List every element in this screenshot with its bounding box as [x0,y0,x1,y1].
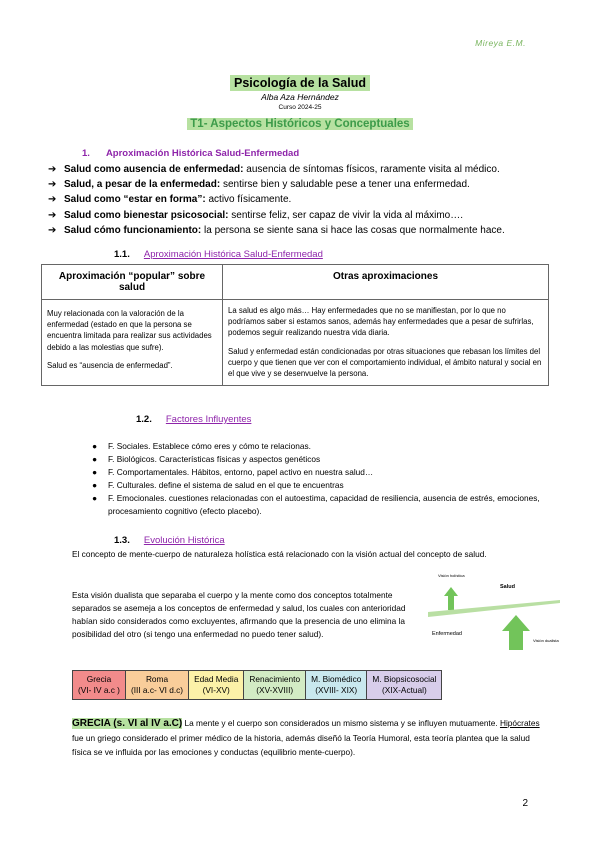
comparison-table [41,264,549,386]
bullet-text: F. Comportamentales. Hábitos, entorno, papel activo en nuestra salud… [108,467,374,477]
list-item [92,479,542,492]
health-concepts-list [48,162,578,238]
label-salud: Salud [500,584,515,590]
list-item [92,453,542,466]
section-1-title: Aproximación Histórica Salud-Enfermedad [105,148,300,159]
section-1-1-title: Aproximación Histórica Salud-Enfermedad [143,249,323,260]
title-wrap [0,74,600,92]
list-item [48,162,578,177]
period-range: (XV-XVIII) [256,685,294,695]
section-1-3-number: 1.3. [114,535,130,546]
item-text: ausencia de síntomas físicos, raramente visita al médico. [243,164,500,175]
list-item [92,440,542,453]
cell-paragraph: Salud y enfermedad están condicionadas por otras situaciones que rebasan los límites del cuerpo y que tienen que ver con el comportamiento individual, el ámbito natural y social en el que vive y se desenvuelve la persona. [228,346,542,379]
section-1-2-title: Factores Influyentes [165,414,252,425]
arrow-icon: ➔ [48,194,57,206]
timeline-cell [73,671,126,700]
greece-text-1: La mente y el cuerpo son considerados un mismo sistema y se influyen mutuamente. [182,718,500,728]
bullet-text: F. Emocionales. cuestiones relacionadas con el autoestima, capacidad de resiliencia, ausencia de estrés, emociones, procesamiento cognitivo (efecto placebo). [108,493,540,516]
arrow-icon: ➔ [48,224,57,236]
hipocrates-name: Hipócrates [499,718,540,728]
greece-paragraph [72,716,542,759]
up-arrow-icon [502,615,530,650]
factors-list [92,440,542,518]
list-item [48,192,578,207]
topic-title: T1- Aspectos Históricos y Conceptuales [187,118,412,130]
section-1-number: 1. [82,148,90,159]
list-item [48,208,578,223]
timeline-cell [244,671,306,700]
author-name: Alba Aza Hernández [261,92,339,102]
period-range: (XVIII- XIX) [315,685,358,695]
greece-text-2: fue un griego considerado el primer médico de la historia, además diseñó la Teoría Humoral, esta teoría plantea que la salud física se ve influida por las emociones y conductas (equilibrio mente-cuerpo). [72,733,530,757]
page-title: Psicología de la Salud [230,75,370,91]
list-item [48,177,578,192]
period-range: (XIX-Actual) [382,685,427,695]
bullet-icon: ● [92,467,98,477]
section-1-2-heading [136,414,251,425]
period-range: (III a.c- VI d.c) [130,685,184,695]
timeline-cell [367,671,442,700]
topic-wrap [0,114,600,132]
cell-paragraph: La salud es algo más… Hay enfermedades que no se manifiestan, por lo que no podríamos saber si estamos sanos, además hay enfermedades que a pesar de sufrirlas, podemos seguir realizando nuestra vida diaria. [228,306,534,338]
table-header-popular: Aproximación “popular” sobre salud [42,265,223,300]
holistic-paragraph: El concepto de mente-cuerpo de naturaleza holística está relacionado con la visión actual del concepto de salud. [72,549,487,559]
health-illness-illustration [428,570,560,652]
timeline-cell [306,671,367,700]
bullet-text: F. Culturales. define el sistema de salud en el que te encuentras [108,480,344,490]
timeline-table [72,670,442,700]
period-range: (VI-XV) [202,685,230,695]
balance-bar-icon [428,600,560,617]
item-text: sentirse bien y saludable pese a tener una enfermedad. [220,179,470,191]
timeline-cell [125,671,188,700]
bullet-icon: ● [92,441,98,451]
course-year: Curso 2024-25 [278,104,322,111]
arrow-icon: ➔ [48,179,57,191]
table-header-other: Otras aproximaciones [223,265,549,300]
list-item [92,466,542,479]
label-enfermedad: Enfermedad [432,631,462,637]
table-cell-other [223,300,549,386]
bullet-icon: ● [92,493,98,503]
cell-paragraph: Salud es “ausencia de enfermedad”. [47,360,173,370]
item-text: sentirse feliz, ser capaz de vivir la vida al máximo…. [228,209,464,221]
timeline-cell [189,671,244,700]
up-arrow-icon [444,587,458,610]
bullet-icon: ● [92,454,98,464]
label-dualista: Visión dualista [533,638,559,643]
period-name: Roma [145,674,169,684]
cell-paragraph: Muy relacionada con la valoración de la enfermedad (estado en que la persona se encuentra limitada para realizar sus actividades debido a las molestias que sufre). [47,309,212,352]
period-name: Grecia [86,674,112,684]
section-1-1-number: 1.1. [114,249,130,260]
item-text: activo físicamente. [205,194,292,206]
section-1-3-heading [114,535,225,546]
item-text: la persona se siente sana si hace las cosas que normalmente hace. [201,224,505,236]
list-item [48,223,578,238]
item-bold: Salud cómo funcionamiento: [64,224,202,236]
period-name: Edad Media [194,674,239,684]
section-1-3-title: Evolución Histórica [143,535,225,546]
item-bold: Salud, a pesar de la enfermedad: [64,179,221,191]
greece-heading: GRECIA (s. VI al IV a.C) [72,718,183,729]
table-cell-popular [42,300,223,386]
bullet-text: F. Sociales. Establece cómo eres y cómo te relacionas. [108,441,311,451]
period-range: (VI- IV a.c ) [78,685,120,695]
item-bold: Salud como “estar en forma”: [64,194,206,206]
item-bold: Salud como bienestar psicosocial: [64,209,229,221]
label-vision: Visión holística [438,573,465,578]
item-bold: Salud como ausencia de enfermedad: [64,164,244,175]
page-number: 2 [522,798,528,809]
dualist-paragraph: Esta visión dualista que separaba el cuerpo y la mente como dos conceptos totalmente separados se asemeja a los conceptos de enfermedad y salud, los cuales con anterioridad habían sido considerados como excluyentes, afirmando que la presencia de uno elimina la posibilidad del otro (si tengo una enfermedad no puedo tener salud). [72,590,406,639]
section-1-1-heading [114,249,323,260]
section-1-heading [82,148,299,159]
period-name: M. Biomédico [311,674,362,684]
bullet-text: F. Biológicos. Características físicas y aspectos genéticos [108,454,321,464]
section-1-2-number: 1.2. [136,414,152,425]
period-name: M. Biopsicosocial [372,674,437,684]
bullet-icon: ● [92,480,98,490]
arrow-icon: ➔ [48,164,57,175]
author-watermark: Mireya E.M. [475,38,526,48]
period-name: Renacimiento [249,674,301,684]
arrow-icon: ➔ [48,209,57,221]
list-item [92,492,542,518]
